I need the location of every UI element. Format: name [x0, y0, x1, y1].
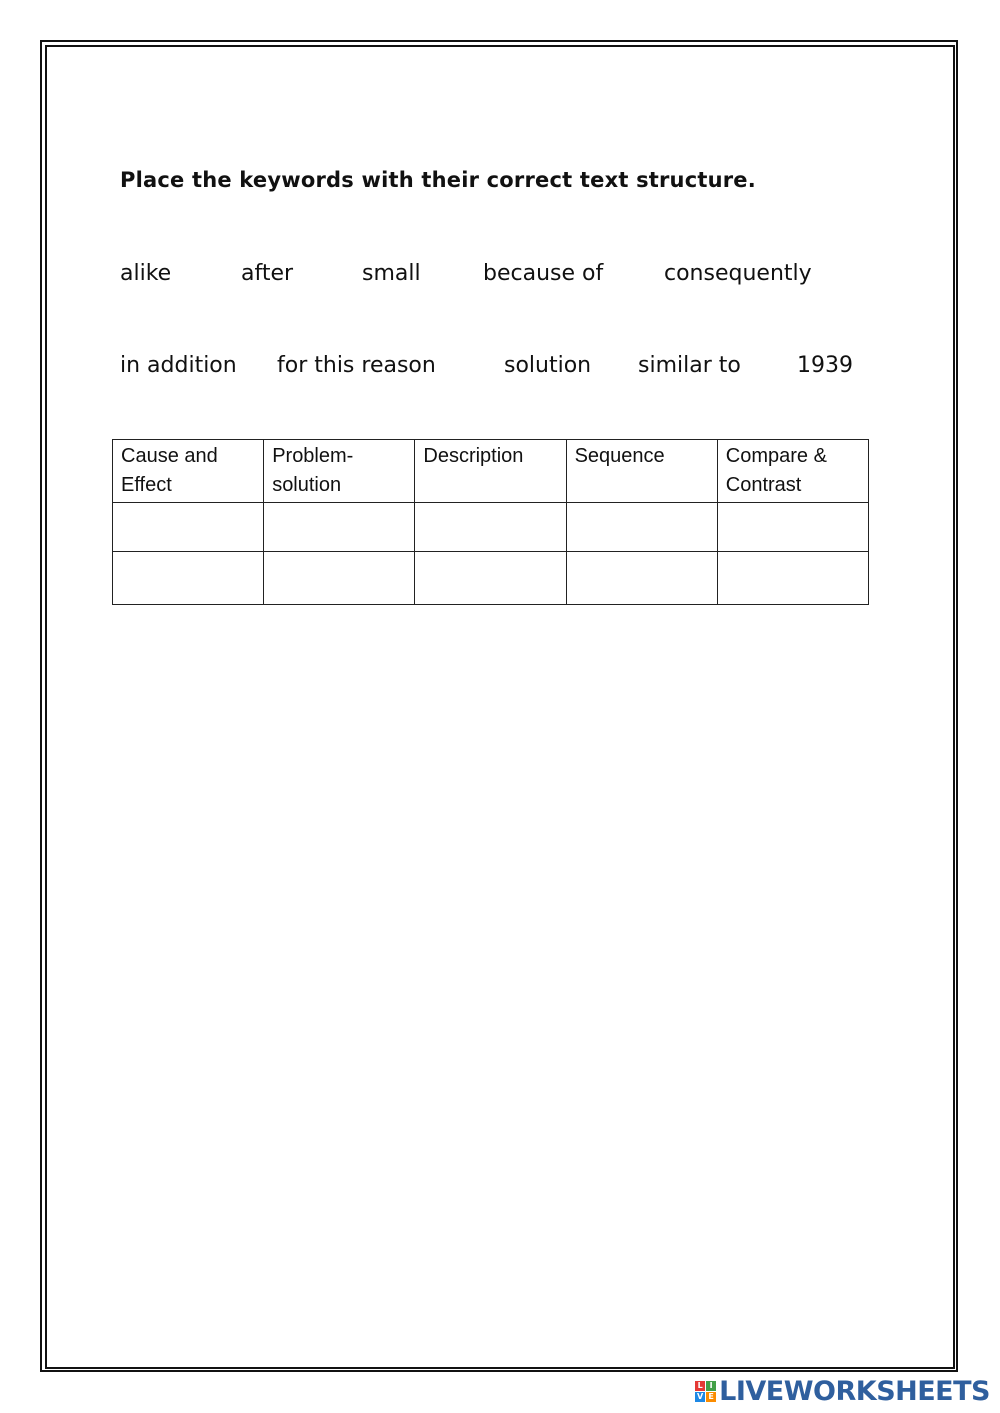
- keyword-solution[interactable]: solution: [504, 353, 592, 378]
- keyword-1939[interactable]: 1939: [797, 353, 853, 378]
- liveworksheets-watermark: [695, 1376, 990, 1407]
- header-line: solution: [272, 474, 342, 496]
- logo-tile: V: [697, 1392, 704, 1401]
- drop-cell-cause-effect-2[interactable]: [113, 552, 264, 605]
- table-header-row: [113, 440, 869, 503]
- header-line: Contrast: [725, 474, 802, 496]
- header-line: Compare &: [725, 445, 827, 467]
- header-problem-solution: [264, 440, 415, 503]
- header-line: Cause and: [121, 445, 218, 467]
- header-compare-contrast: [717, 440, 868, 503]
- drop-cell-description-2[interactable]: [415, 552, 566, 605]
- keyword-consequently[interactable]: consequently: [664, 261, 812, 286]
- header-sequence: [566, 440, 717, 503]
- header-line: Sequence: [574, 445, 665, 467]
- drop-cell-description-1[interactable]: [415, 503, 566, 552]
- keyword-after[interactable]: after: [241, 261, 294, 286]
- drop-cell-sequence-1[interactable]: [566, 503, 717, 552]
- text-structure-table: [112, 439, 869, 605]
- header-line: Effect: [121, 474, 172, 496]
- logo-tile: E: [706, 1392, 716, 1402]
- keyword-for-this-reason[interactable]: for this reason: [277, 353, 436, 378]
- drop-cell-sequence-2[interactable]: [566, 552, 717, 605]
- instruction-text: Place the keywords with their correct text structure.: [120, 168, 756, 192]
- drop-cell-cause-effect-1[interactable]: [113, 503, 264, 552]
- header-line: Problem-: [272, 445, 354, 467]
- liveworksheets-logo-icon: [695, 1381, 716, 1402]
- liveworksheets-wordmark: LIVEWORKSHEETS: [719, 1376, 990, 1407]
- logo-tile: I: [706, 1381, 716, 1391]
- keyword-similar-to[interactable]: similar to: [638, 353, 741, 378]
- keyword-because-of[interactable]: because of: [483, 261, 604, 286]
- drop-cell-compare-contrast-2[interactable]: [717, 552, 868, 605]
- drop-cell-problem-solution-2[interactable]: [264, 552, 415, 605]
- drop-cell-problem-solution-1[interactable]: [264, 503, 415, 552]
- header-cause-and-effect: [113, 440, 264, 503]
- keyword-alike[interactable]: alike: [120, 261, 172, 286]
- page-border-inner: [45, 45, 955, 1369]
- table-row: [113, 552, 869, 605]
- header-description: [415, 440, 566, 503]
- keyword-small[interactable]: small: [362, 261, 421, 286]
- logo-tile: L: [695, 1381, 705, 1391]
- keyword-in-addition[interactable]: in addition: [120, 353, 237, 378]
- header-line: Description: [423, 445, 524, 467]
- table-row: [113, 503, 869, 552]
- drop-cell-compare-contrast-1[interactable]: [717, 503, 868, 552]
